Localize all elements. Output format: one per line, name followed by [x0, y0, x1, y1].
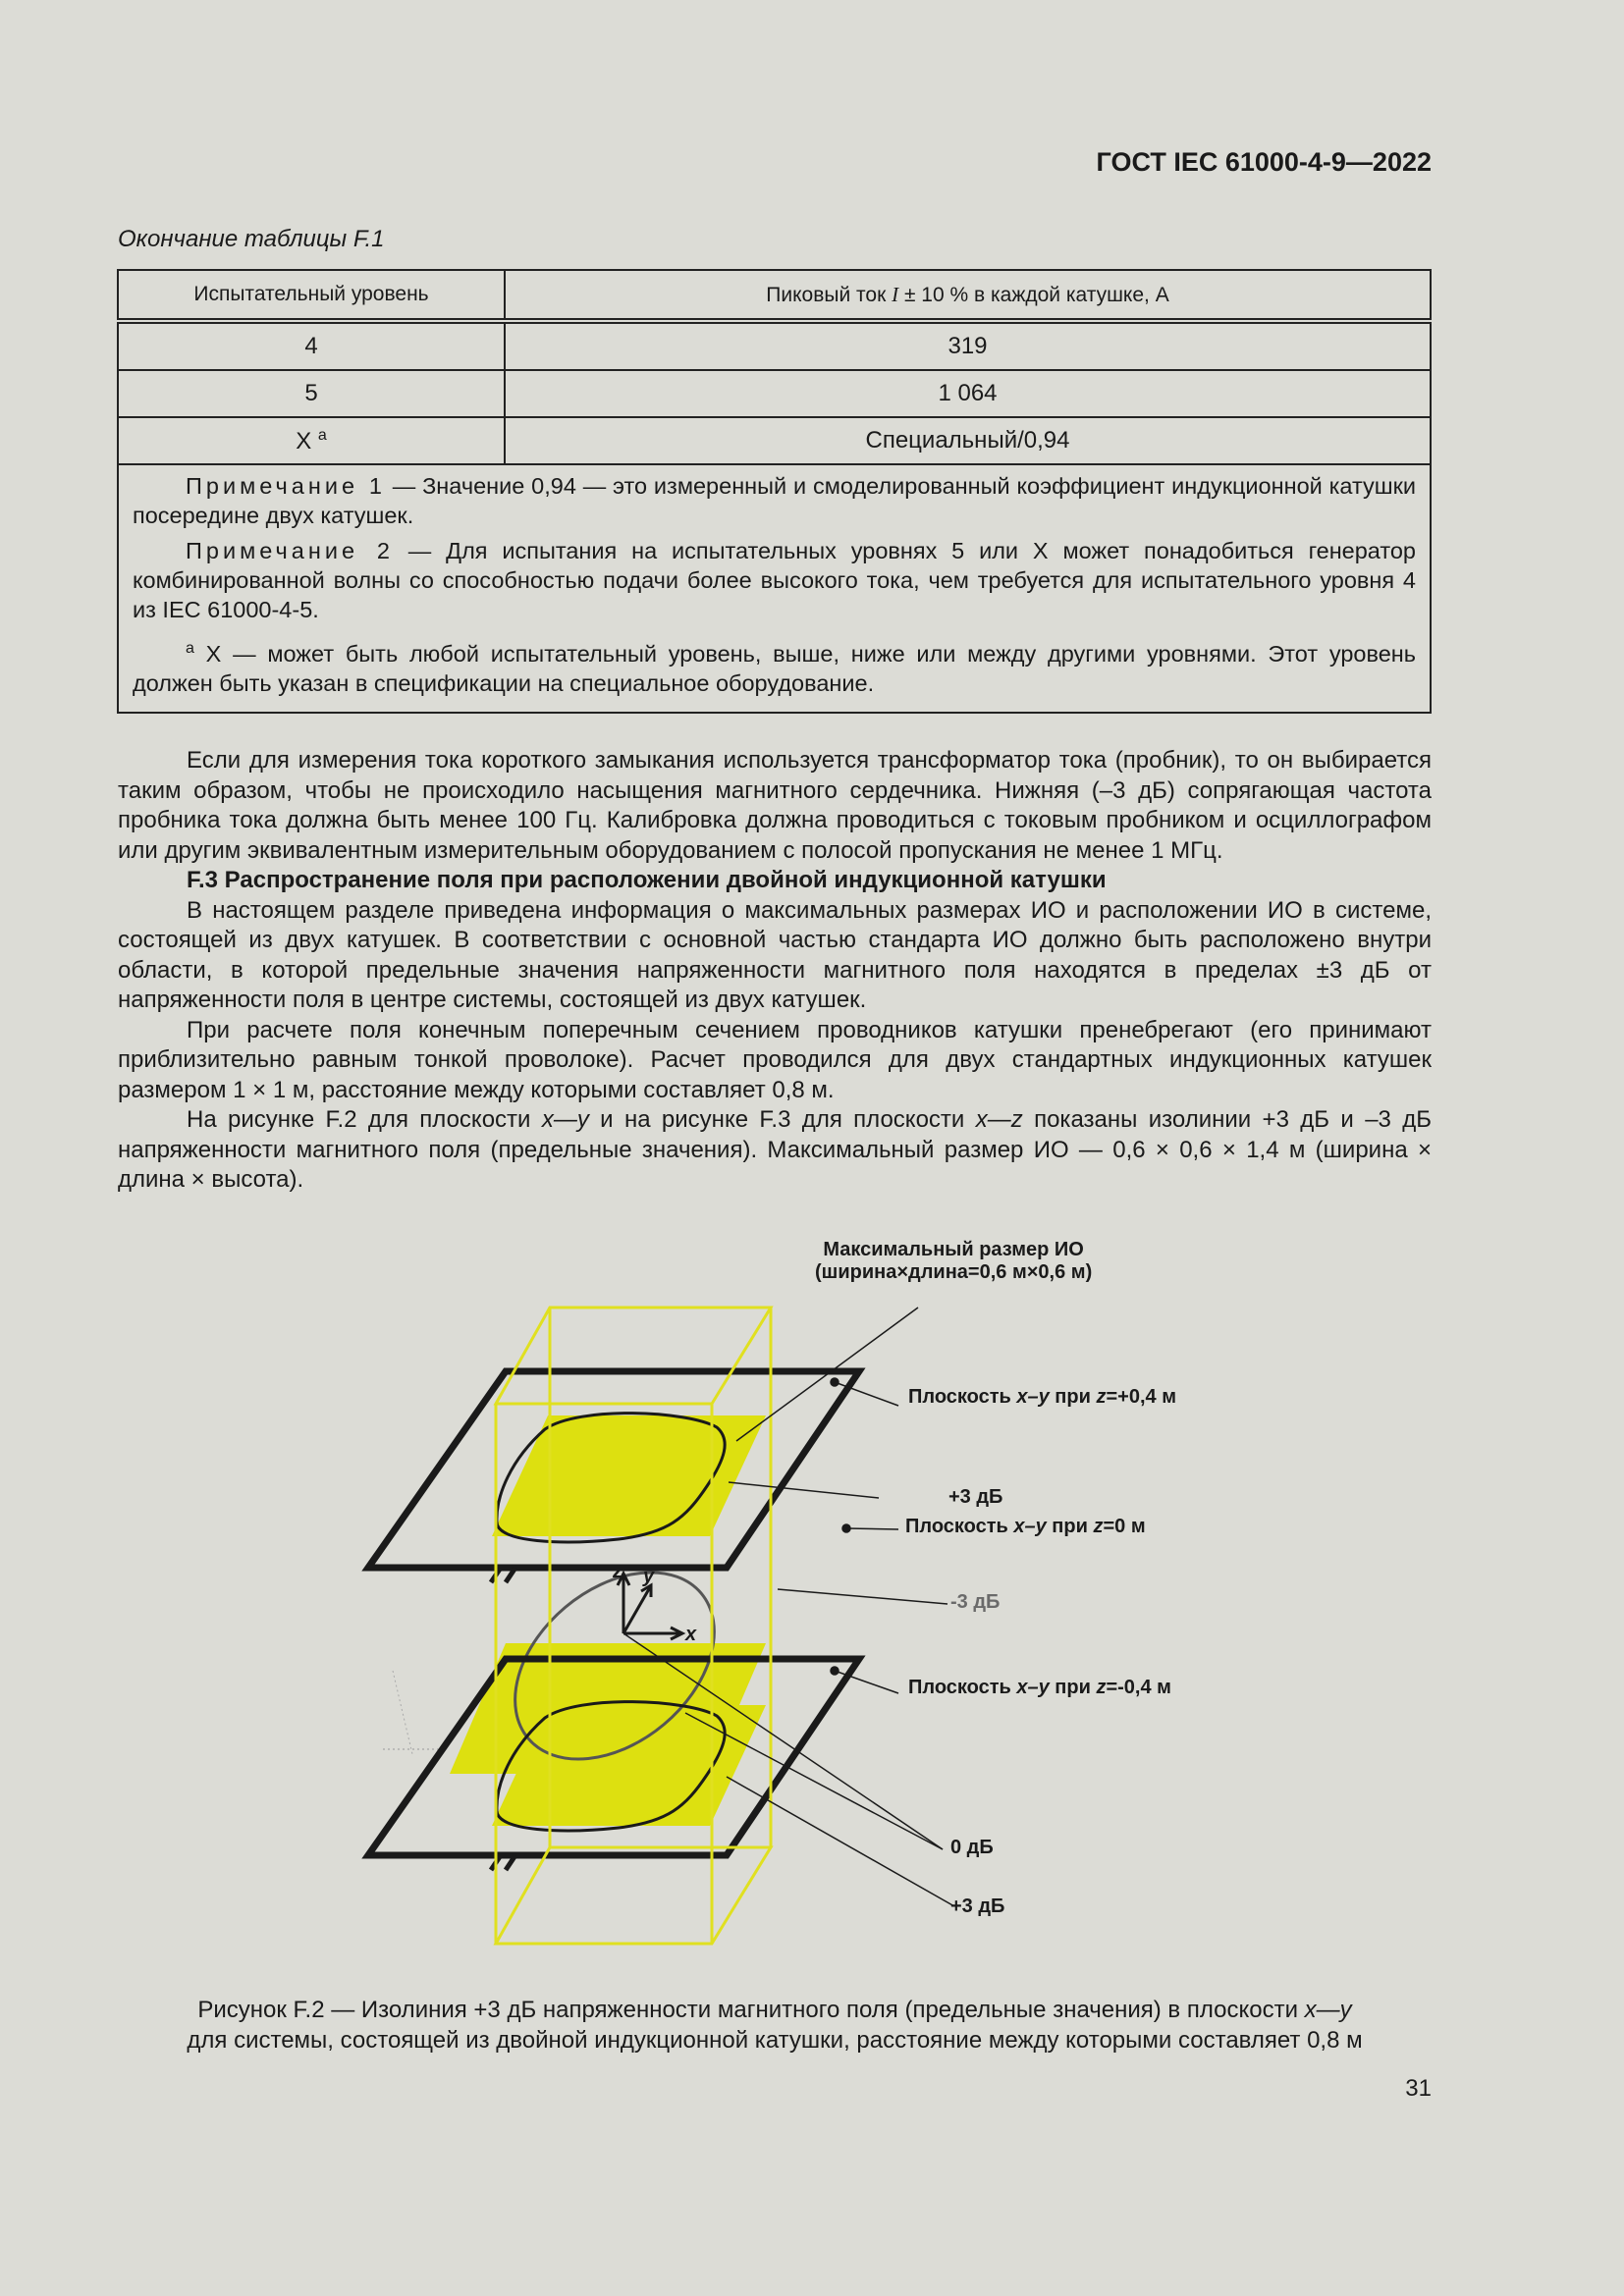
table-notes-row: [118, 464, 1431, 713]
label-max-eut-size: Максимальный размер ИО (ширина×длина=0,6 м×0,6 м): [815, 1239, 1093, 1283]
cell-level: 5: [118, 370, 505, 417]
top-yellow-plane: [492, 1415, 766, 1536]
cell-level: X $^a$: [118, 417, 505, 464]
max-eut-box: [496, 1308, 771, 1944]
table-row: [118, 417, 1431, 464]
col-header-current: Пиковый ток I ± 10 % в каждой катушке, А: [505, 270, 1431, 321]
paragraph-calculation: При расчете поля конечным поперечным сечением проводников катушки пренебрегают (его принимают приблизительно равным тонкой проволоке). Расчет проводился для двух стандартных индукционных катушек размером 1 × 1 м, расстояние между которыми составляет 0,8 м.: [118, 1016, 1432, 1103]
axis-x-label: x: [685, 1624, 697, 1645]
label-bottom-plane: Плоскость x–y при z=-0,4 м: [908, 1677, 1171, 1698]
label-0db: 0 дБ: [950, 1837, 994, 1858]
coil-diagram: [353, 1239, 1237, 1975]
cell-current: 1 064: [505, 370, 1431, 417]
label-minus3db: -3 дБ: [950, 1591, 1001, 1613]
label-top-plane: Плоскость x–y при z=+0,4 м: [908, 1386, 1176, 1408]
footnote-a: $^a$ X — может быть любой испытательный уровень, выше, ниже или между другими уровнями. Этот уровень должен быть указан в спецификации на специальное оборудование.: [133, 640, 1416, 696]
note-2: Примечание 2 — Для испытания на испытательных уровнях 5 или X может понадобиться генератор комбинированной волны со способностью подачи более высокого тока, чем требуется для испытательного уровня 4 из IEC 61000-4-5.: [133, 538, 1417, 622]
axis-z-label: z: [613, 1561, 623, 1582]
body-text: [118, 746, 1432, 1196]
note-1: Примечание 1 — Значение 0,94 — это измеренный и смоделированный коэффициент индукционной катушки посередине двух катушек.: [133, 473, 1417, 528]
page-number: 31: [1405, 2075, 1432, 2102]
test-level-table: [117, 269, 1432, 714]
cell-level: 4: [118, 321, 505, 370]
paragraph-probe: Если для измерения тока короткого замыкания используется трансформатор тока (пробник), то он выбирается таким образом, чтобы не происходило насыщения магнитного сердечника. Нижняя (–3 дБ) сопрягающая частота пробника тока должна быть менее 100 Гц. Калибровка должна проводиться с токовым пробником и осциллографом или другим эквивалентным измерительным оборудованием с полосой пропускания не менее 1 МГц.: [118, 747, 1432, 864]
table-caption: Окончание таблицы F.1: [118, 226, 385, 252]
col-header-level: Испытательный уровень: [118, 270, 505, 321]
caption-line-1: Рисунок F.2 — Изолиния +3 дБ напряженности магнитного поля (предельные значения) в плоскости x—y: [197, 1997, 1352, 2023]
table-header-row: [118, 270, 1431, 321]
paragraph-figures: На рисунке F.2 для плоскости x—y и на рисунке F.3 для плоскости x—z показаны изолинии +3 дБ и –3 дБ напряженности магнитного поля (предельные значения). Максимальный размер ИО — 0,6 × 0,6 × 1,4 м (ширина × длина × высота).: [118, 1106, 1433, 1193]
table-row: [118, 370, 1431, 417]
table-row: [118, 321, 1431, 370]
cell-current: Специальный/0,94: [505, 417, 1431, 464]
axis-y-label: y: [643, 1566, 655, 1587]
figure-caption: [118, 1995, 1432, 2056]
figure-f2: [353, 1239, 1237, 1975]
cell-current: 319: [505, 321, 1431, 370]
label-plus3db-bottom: +3 дБ: [950, 1896, 1005, 1917]
caption-line-2: для системы, состоящей из двойной индукционной катушки, расстояние между которыми составляет 0,8 м: [187, 2027, 1363, 2054]
section-heading-f3: F.3 Распространение поля при расположении двойной индукционной катушки: [187, 867, 1107, 893]
table-notes: [118, 464, 1431, 713]
standard-header: ГОСТ IEC 61000-4-9—2022: [1096, 147, 1432, 177]
paragraph-intro: В настоящем разделе приведена информация о максимальных размерах ИО и расположении ИО в системе, состоящей из двух катушек. В соответствии с основной частью стандарта ИО должно быть расположено внутри области, в которой предельные значения напряженности магнитного поля находятся в пределах ±3 дБ от напряженности поля в центре системы, состоящей из двух катушек.: [118, 896, 1432, 1013]
label-plus3db-top: +3 дБ: [948, 1486, 1003, 1508]
label-middle-plane: Плоскость x–y при z=0 м: [905, 1516, 1146, 1537]
